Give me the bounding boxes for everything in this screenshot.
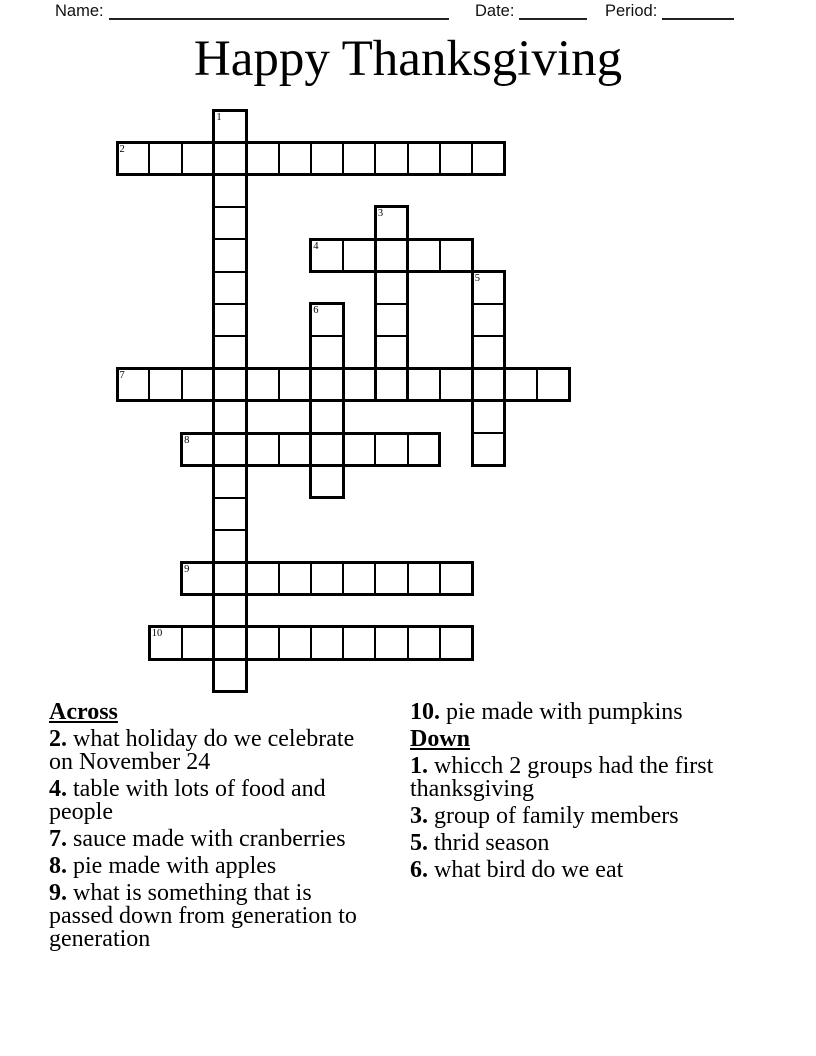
down-heading: Down bbox=[410, 726, 471, 752]
clue-5: 5. thrid season bbox=[410, 830, 550, 856]
word-outline-8-across bbox=[180, 432, 441, 467]
across-clue-overflow bbox=[410, 701, 728, 724]
cell-number-2: 2 bbox=[119, 143, 125, 155]
clue-8: 8. pie made with apples bbox=[49, 853, 277, 879]
clue-number: 1. bbox=[410, 753, 428, 779]
date-label: Date: bbox=[475, 2, 515, 20]
cell-number-9: 9 bbox=[184, 563, 190, 575]
across-heading: Across bbox=[49, 699, 118, 725]
cell-number-10: 10 bbox=[151, 628, 163, 640]
cell-number-7: 7 bbox=[119, 369, 125, 381]
word-outline-4-across bbox=[309, 238, 474, 273]
clue-number: 2. bbox=[49, 726, 67, 752]
word-outline-2-across bbox=[116, 141, 507, 176]
name-label: Name: bbox=[55, 2, 104, 20]
clues-right-column bbox=[410, 701, 728, 886]
clue-2: 2. what holiday do we celebrate on November 24 bbox=[49, 726, 355, 775]
cell-number-5: 5 bbox=[474, 273, 481, 284]
clue-9: 9. what is something that is passed down from generation to generation bbox=[49, 880, 357, 952]
cell-number-6: 6 bbox=[313, 305, 319, 317]
cell-number-3: 3 bbox=[377, 208, 384, 220]
clue-10: 10. pie made with pumpkins bbox=[410, 699, 683, 725]
clue-number: 7. bbox=[49, 826, 67, 852]
word-outline-7-across bbox=[116, 367, 571, 402]
clue-3: 3. group of family members bbox=[410, 803, 679, 829]
across-clues bbox=[49, 728, 367, 951]
period-label: Period: bbox=[605, 2, 658, 20]
clue-number: 10. bbox=[410, 699, 440, 725]
clue-number: 8. bbox=[49, 853, 67, 879]
cell-number-4: 4 bbox=[313, 240, 319, 252]
clue-1: 1. whicch 2 groups had the first thanksgiving bbox=[410, 753, 714, 802]
clue-6: 6. what bird do we eat bbox=[410, 857, 624, 883]
cell-number-1: 1 bbox=[216, 111, 222, 123]
down-clues bbox=[410, 755, 728, 882]
word-outline-10-across bbox=[148, 625, 474, 660]
clue-number: 5. bbox=[410, 830, 428, 856]
clue-number: 4. bbox=[49, 776, 67, 802]
cell-number-8: 8 bbox=[184, 434, 190, 446]
clue-4: 4. table with lots of food and people bbox=[49, 776, 326, 825]
clues-left-column bbox=[49, 701, 367, 955]
clue-number: 9. bbox=[49, 880, 67, 906]
clue-number: 3. bbox=[410, 803, 428, 829]
clue-number: 6. bbox=[410, 857, 428, 883]
clue-7: 7. sauce made with cranberries bbox=[49, 826, 346, 852]
page-title: Happy Thanksgiving bbox=[193, 31, 623, 87]
word-outline-9-across bbox=[180, 561, 474, 596]
